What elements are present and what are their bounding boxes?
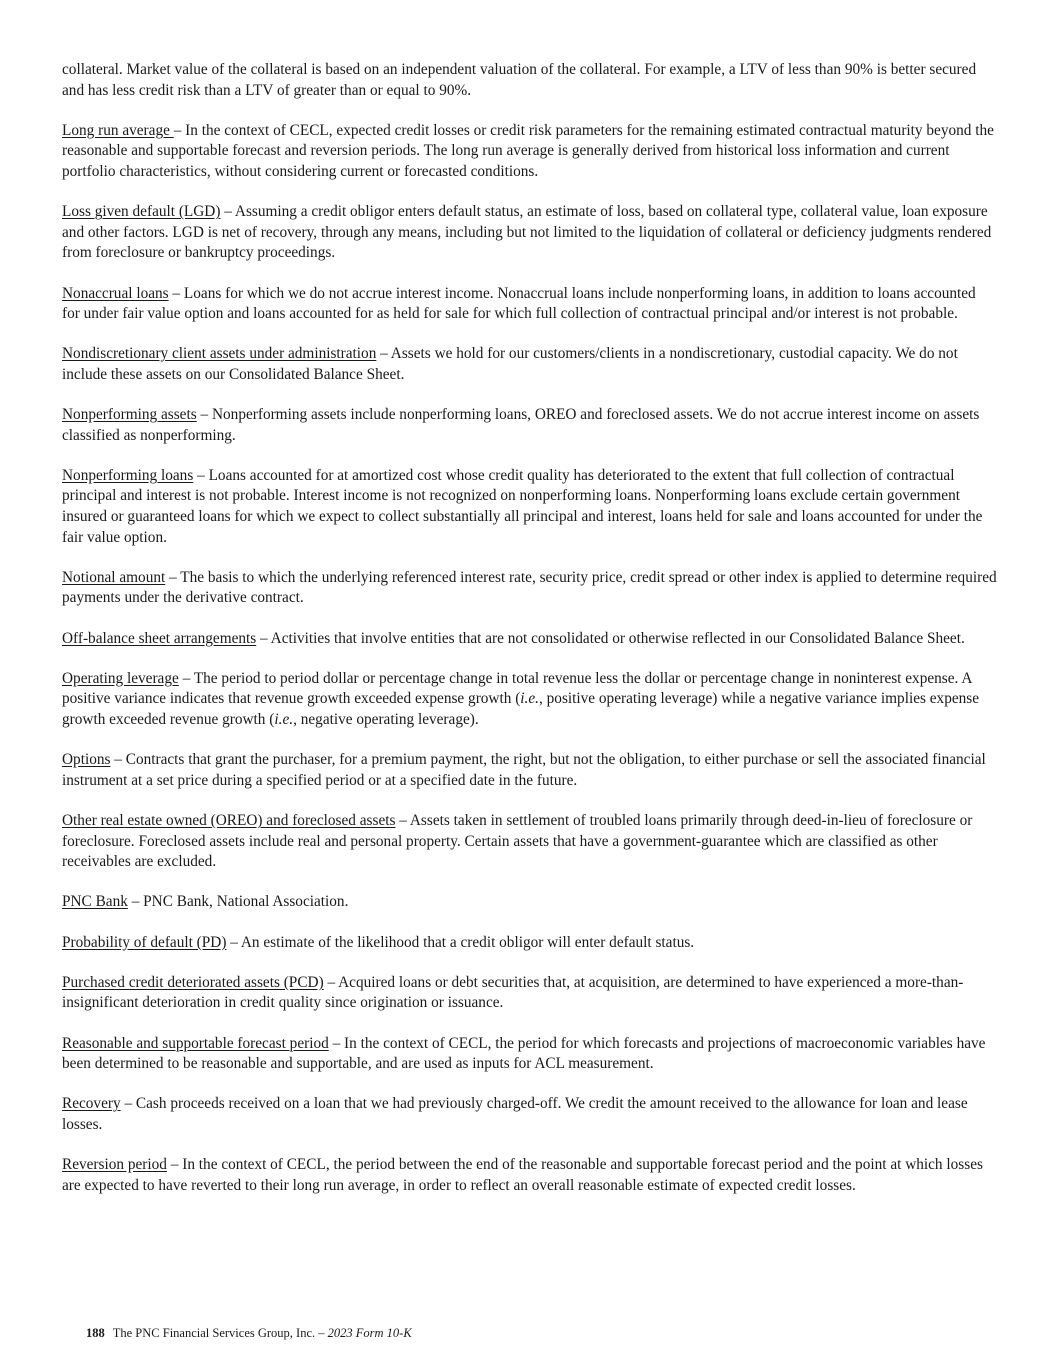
glossary-entry [62, 973, 997, 1014]
glossary-term: Reversion period [62, 1156, 167, 1174]
glossary-entry [62, 892, 997, 913]
glossary-entry [62, 669, 997, 731]
footer-company: The PNC Financial Services Group, Inc. – [112, 1326, 328, 1340]
glossary-entry [62, 284, 997, 325]
footer-form: 2023 Form 10-K [327, 1326, 412, 1340]
glossary-entry [62, 405, 997, 446]
intro-continuation: collateral. Market value of the collateral is based on an independent valuation of the collateral. For example, a LTV of less than 90% is better secured and has less credit risk than a LTV of greater than or equal to 90%. [62, 61, 977, 99]
glossary-entry [62, 568, 997, 609]
glossary-entry [62, 750, 997, 791]
glossary-term: Notional amount [62, 568, 166, 586]
page-footer [86, 1326, 412, 1341]
glossary-term: PNC Bank [62, 893, 128, 911]
glossary-definition: – Assuming a credit obligor enters default status, an estimate of loss, based on collateral type, collateral value, loan exposure and other factors. LGD is net of recovery, through any means, including but not limited to the liquidation of collateral or deficiency judgments rendered from foreclosure or bankruptcy proceedings. [62, 203, 992, 262]
glossary-definition: – In the context of CECL, expected credit losses or credit risk parameters for the remaining estimated contractual maturity beyond the reasonable and supportable forecast and reversion periods. The long run average is generally derived from historical loss information and current portfolio characteristics, without considering current or forecasted conditions. [62, 121, 994, 180]
glossary-definition: – Acquired loans or debt securities that, at acquisition, are determined to have experienced a more-than-insignificant deterioration in credit quality since origination or issuance. [62, 973, 964, 1012]
glossary-definition: – In the context of CECL, the period for which forecasts and projections of macroeconomic variables have been determined to be reasonable and supportable, and are used as inputs for ACL measurement. [62, 1034, 986, 1073]
glossary-definition: – Assets we hold for our customers/clients in a nondiscretionary, custodial capacity. We do not include these assets on our Consolidated Balance Sheet. [62, 345, 958, 383]
glossary-definition: – An estimate of the likelihood that a credit obligor will enter default status. [226, 933, 695, 951]
glossary-entry [62, 811, 997, 873]
definition-italic-text: i.e. [274, 711, 294, 728]
glossary-entry [62, 1094, 997, 1135]
glossary-definition: – Activities that involve entities that are not consolidated or otherwise reflected in our Consolidated Balance Sheet. [256, 629, 965, 647]
glossary-entry [62, 121, 997, 183]
glossary-entry [62, 344, 997, 385]
glossary-definition: – In the context of CECL, the period between the end of the reasonable and supportable forecast period and the point at which losses are expected to have reverted to their long run average, in order to reflect an overall reasonable estimate of expected credit losses. [62, 1156, 983, 1194]
glossary-entry [62, 1155, 997, 1196]
glossary-term: Recovery [62, 1095, 121, 1113]
glossary-term: Reasonable and supportable forecast period [62, 1034, 329, 1052]
glossary-definition: – The basis to which the underlying referenced interest rate, security price, credit spread or other index is applied to determine required payments under the derivative contract. [62, 568, 997, 607]
glossary-term: Nonperforming loans [62, 466, 194, 484]
glossary-definition: – Loans for which we do not accrue interest income. Nonaccrual loans include nonperforming loans, in addition to loans accounted for under fair value option and loans accounted for as held for sale for which full collection of contractual principal and/or interest is not probable. [62, 284, 976, 323]
glossary-term: Nonperforming assets [62, 406, 197, 424]
glossary-definition: – Nonperforming assets include nonperforming loans, OREO and foreclosed assets. We do not accrue interest income on assets classified as nonperforming. [62, 406, 980, 444]
glossary-term: Nonaccrual loans [62, 284, 169, 302]
glossary-term: Other real estate owned (OREO) and foreclosed assets [62, 811, 396, 829]
glossary-definition: – Loans accounted for at amortized cost whose credit quality has deteriorated to the extent that full collection of contractual principal and interest is not probable. Interest income is not recognized on nonperforming loans. Nonperforming loans exclude certain government insured or guaranteed loans for which we expect to collect substantially all principal and interest, loans held for sale and loans accounted for under the fair value option. [62, 466, 983, 546]
glossary-term: Probability of default (PD) [62, 933, 227, 951]
glossary-entry [62, 1034, 997, 1075]
glossary-entry [62, 202, 997, 264]
glossary-entry [62, 933, 997, 954]
glossary-term: Nondiscretionary client assets under administration [62, 345, 377, 363]
glossary-entries [62, 121, 997, 1196]
glossary-term: Options [62, 751, 111, 769]
glossary-term: Loss given default (LGD) [62, 203, 221, 221]
glossary-entry [62, 629, 997, 650]
glossary-definition: , positive operating leverage) while a negative variance implies expense growth exceeded revenue growth ( [62, 690, 980, 728]
glossary-definition: , negative operating leverage). [293, 711, 479, 728]
glossary-entry [62, 466, 997, 548]
glossary-definition: – PNC Bank, National Association. [127, 893, 349, 911]
page-number: 188 [86, 1326, 105, 1340]
glossary-definition: – The period to period dollar or percentage change in total revenue less the dollar or percentage change in noninterest expense. A positive variance indicates that revenue growth exceeded expense growth ( [62, 669, 972, 708]
glossary-term: Off-balance sheet arrangements [62, 629, 257, 647]
definition-italic-text: i.e. [520, 690, 539, 708]
glossary-term: Long run average [62, 121, 174, 139]
glossary-page [62, 60, 997, 1216]
glossary-term: Purchased credit deteriorated assets (PCD) [62, 973, 324, 991]
glossary-definition: – Contracts that grant the purchaser, for a premium payment, the right, but not the obligation, to either purchase or sell the associated financial instrument at a set price during a specified period or at a specified date in the future. [62, 751, 986, 789]
glossary-term: Operating leverage [62, 669, 179, 687]
glossary-definition: – Assets taken in settlement of troubled loans primarily through deed-in-lieu of foreclosure or foreclosure. Foreclosed assets include real and personal property. Certain assets that have a government-guarantee which are classified as other receivables are excluded. [62, 811, 973, 871]
glossary-definition: – Cash proceeds received on a loan that we had previously charged-off. We credit the amount received to the allowance for loan and lease losses. [62, 1095, 968, 1133]
